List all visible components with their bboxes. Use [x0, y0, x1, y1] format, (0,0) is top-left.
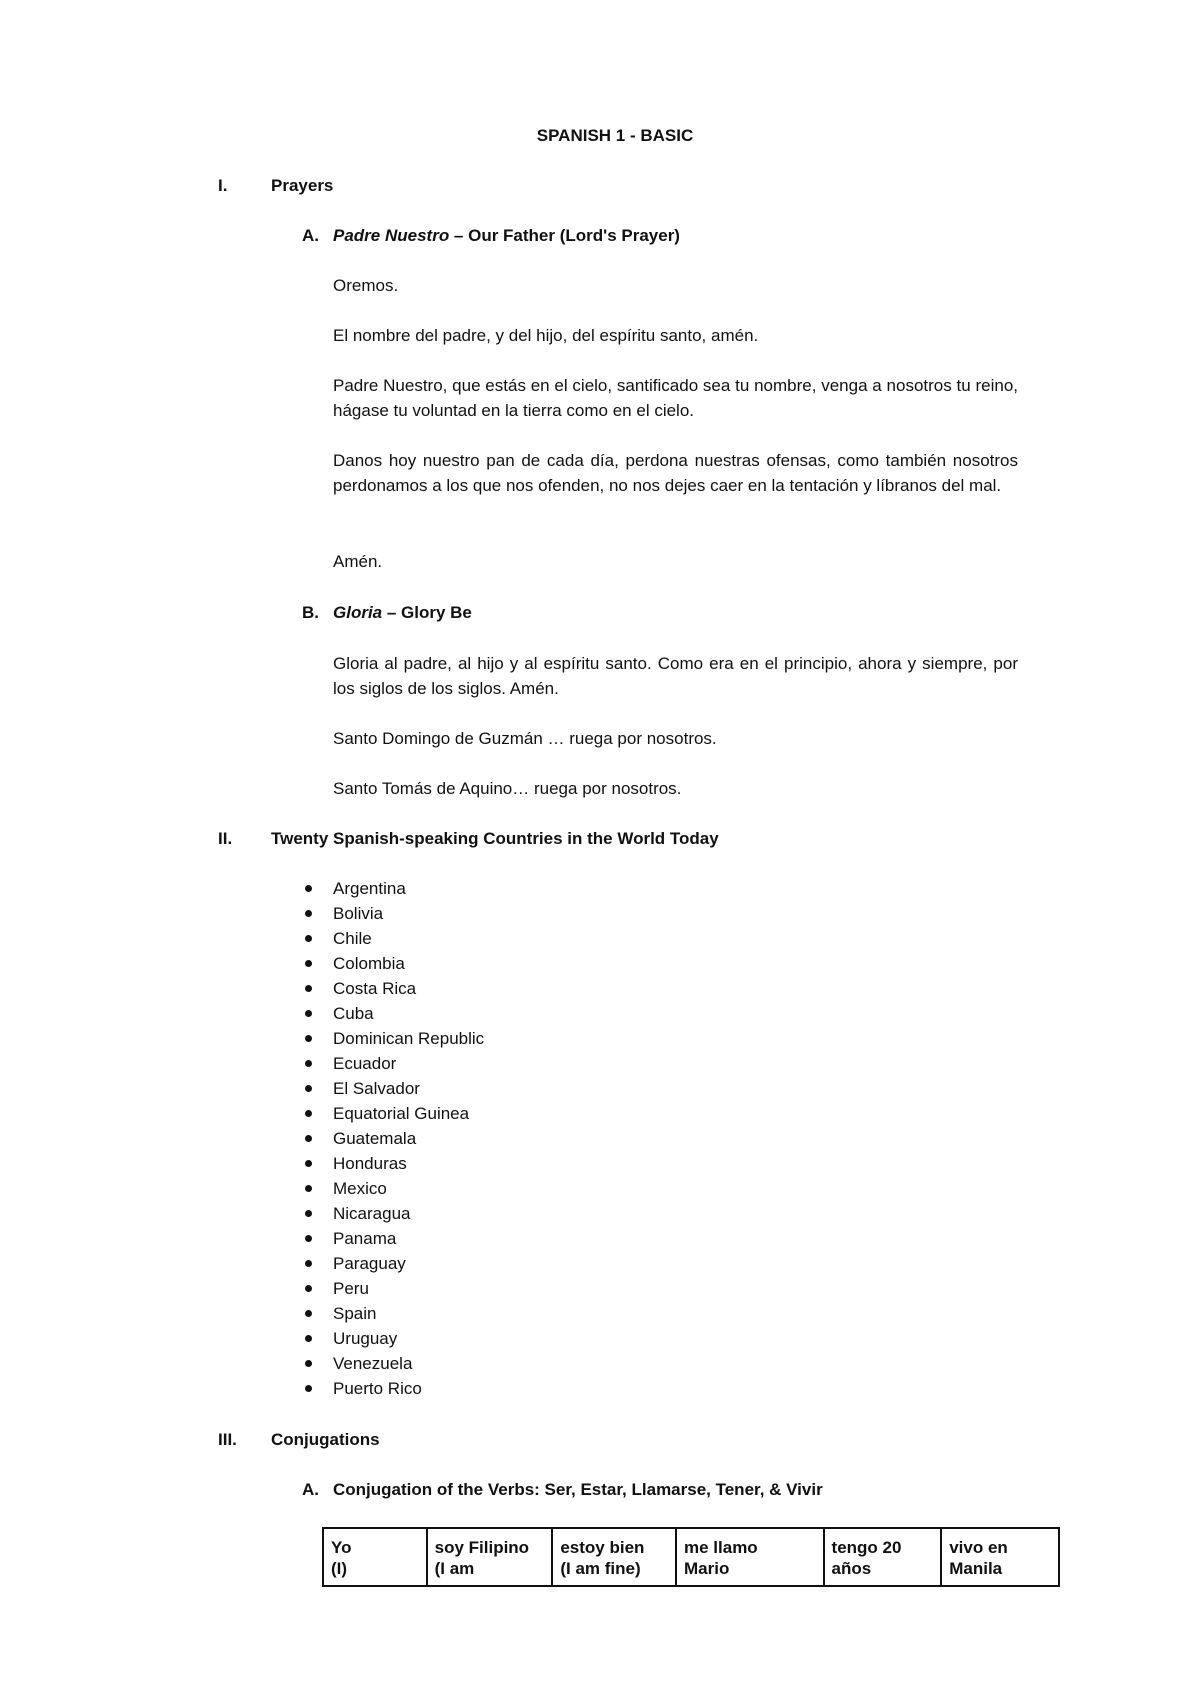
section-3-heading: Conjugations: [271, 1430, 380, 1449]
country-name: Cuba: [333, 1004, 374, 1023]
cell-line: Mario: [684, 1559, 730, 1578]
prayer-paragraph: Gloria al padre, al hijo y al espíritu santo. Como era en el principio, ahora y siempre, por los siglos de los siglos. Amén.: [333, 654, 1018, 698]
bullet-icon: [305, 1185, 312, 1192]
subsection-1a-letter: A.: [302, 226, 319, 245]
country-name: Argentina: [333, 879, 406, 898]
subsection-1a-title: [333, 223, 680, 248]
section-3-numeral: III.: [218, 1430, 237, 1449]
document-title: SPANISH 1 - BASIC: [536, 126, 694, 145]
list-item: [333, 1051, 484, 1076]
bullet-icon: [305, 1160, 312, 1167]
list-item: [333, 1151, 484, 1176]
country-name: Chile: [333, 929, 372, 948]
country-name: Honduras: [333, 1154, 407, 1173]
list-item: [333, 1301, 484, 1326]
list-item: [333, 876, 484, 901]
bullet-icon: [305, 1310, 312, 1317]
bullet-icon: [305, 1335, 312, 1342]
country-name: Panama: [333, 1229, 397, 1248]
cell-line: años: [831, 1559, 872, 1578]
list-item: [333, 976, 484, 1001]
subsection-3a-title: Conjugation of the Verbs: Ser, Estar, Llamarse, Tener, & Vivir: [333, 1480, 823, 1499]
list-item: [333, 1276, 484, 1301]
bullet-icon: [305, 1010, 312, 1017]
country-name: Nicaragua: [333, 1204, 411, 1223]
table-cell: [676, 1528, 824, 1586]
cell-line: tengo 20: [831, 1538, 902, 1557]
table-cell: [552, 1528, 676, 1586]
prayer-paragraph: Padre Nuestro, que estás en el cielo, santificado sea tu nombre, venga a nosotros tu reino, hágase tu voluntad en la tierra como en el cielo.: [333, 376, 1018, 420]
bullet-icon: [305, 1210, 312, 1217]
bullet-icon: [305, 1235, 312, 1242]
cell-line: (I am: [434, 1559, 475, 1578]
cell-line: (I am fine): [560, 1559, 641, 1578]
table-cell: [941, 1528, 1059, 1586]
cell-line: soy Filipino: [434, 1538, 530, 1557]
bullet-icon: [305, 1360, 312, 1367]
list-item: [333, 1226, 484, 1251]
subsection-1a-title-italic: Padre Nuestro: [333, 226, 450, 245]
country-name: El Salvador: [333, 1079, 420, 1098]
bullet-icon: [305, 1285, 312, 1292]
table-cell: [824, 1528, 942, 1586]
bullet-icon: [305, 1135, 312, 1142]
list-item: [333, 1326, 484, 1351]
bullet-icon: [305, 985, 312, 992]
bullet-icon: [305, 1060, 312, 1067]
table-row: [323, 1528, 1059, 1586]
conjugation-table: [322, 1527, 1060, 1587]
bullet-icon: [305, 885, 312, 892]
prayer-paragraph: Santo Tomás de Aquino… ruega por nosotros.: [333, 779, 682, 798]
list-item: [333, 1076, 484, 1101]
country-name: Guatemala: [333, 1129, 417, 1148]
prayer-paragraph: Danos hoy nuestro pan de cada día, perdona nuestras ofensas, como también nosotros perdonamos a los que nos ofenden, no nos dejes caer en la tentación y líbranos del mal.: [333, 451, 1018, 495]
list-item: [333, 1001, 484, 1026]
prayer-paragraph: Oremos.: [333, 276, 399, 295]
list-item: [333, 1026, 484, 1051]
cell-line: me llamo: [684, 1538, 758, 1557]
cell-line: (I): [331, 1559, 348, 1578]
table-cell: [427, 1528, 553, 1586]
prayer-paragraph: El nombre del padre, y del hijo, del espíritu santo, amén.: [333, 326, 759, 345]
bullet-icon: [305, 1035, 312, 1042]
country-name: Peru: [333, 1279, 369, 1298]
country-name: Puerto Rico: [333, 1379, 422, 1398]
section-1-numeral: I.: [218, 176, 228, 195]
country-name: Ecuador: [333, 1054, 397, 1073]
list-item: [333, 1176, 484, 1201]
cell-line: Yo: [331, 1538, 352, 1557]
country-name: Equatorial Guinea: [333, 1104, 470, 1123]
prayer-paragraph: Amén.: [333, 552, 383, 571]
bullet-icon: [305, 1385, 312, 1392]
list-item: [333, 1351, 484, 1376]
subsection-3a-letter: A.: [302, 1480, 319, 1499]
bullet-icon: [305, 1110, 312, 1117]
bullet-icon: [305, 1260, 312, 1267]
subsection-1b-title-italic: Gloria: [333, 603, 383, 622]
list-item: [333, 926, 484, 951]
bullet-icon: [305, 910, 312, 917]
list-item: [333, 1101, 484, 1126]
country-name: Bolivia: [333, 904, 384, 923]
list-item: [333, 901, 484, 926]
section-2-numeral: II.: [218, 829, 233, 848]
list-item: [333, 951, 484, 976]
cell-line: vivo en: [949, 1538, 1008, 1557]
subsection-1b-title-rest: – Glory Be: [382, 603, 472, 622]
country-name: Mexico: [333, 1179, 387, 1198]
cell-line: estoy bien: [560, 1538, 645, 1557]
country-name: Spain: [333, 1304, 377, 1323]
country-name: Colombia: [333, 954, 405, 973]
subsection-1b-title: [333, 600, 472, 625]
list-item: [333, 1251, 484, 1276]
countries-list: [333, 876, 484, 1401]
country-name: Venezuela: [333, 1354, 413, 1373]
bullet-icon: [305, 1085, 312, 1092]
list-item: [333, 1126, 484, 1151]
bullet-icon: [305, 960, 312, 967]
bullet-icon: [305, 935, 312, 942]
list-item: [333, 1376, 484, 1401]
prayer-paragraph: Santo Domingo de Guzmán … ruega por nosotros.: [333, 729, 717, 748]
section-1-heading: Prayers: [271, 176, 334, 195]
table-cell: [323, 1528, 427, 1586]
country-name: Uruguay: [333, 1329, 398, 1348]
list-item: [333, 1201, 484, 1226]
country-name: Paraguay: [333, 1254, 406, 1273]
subsection-1b-letter: B.: [302, 603, 319, 622]
country-name: Costa Rica: [333, 979, 417, 998]
country-name: Dominican Republic: [333, 1029, 485, 1048]
cell-line: Manila: [949, 1559, 1003, 1578]
subsection-1a-title-rest: – Our Father (Lord's Prayer): [449, 226, 680, 245]
section-2-heading: Twenty Spanish-speaking Countries in the World Today: [271, 829, 719, 848]
